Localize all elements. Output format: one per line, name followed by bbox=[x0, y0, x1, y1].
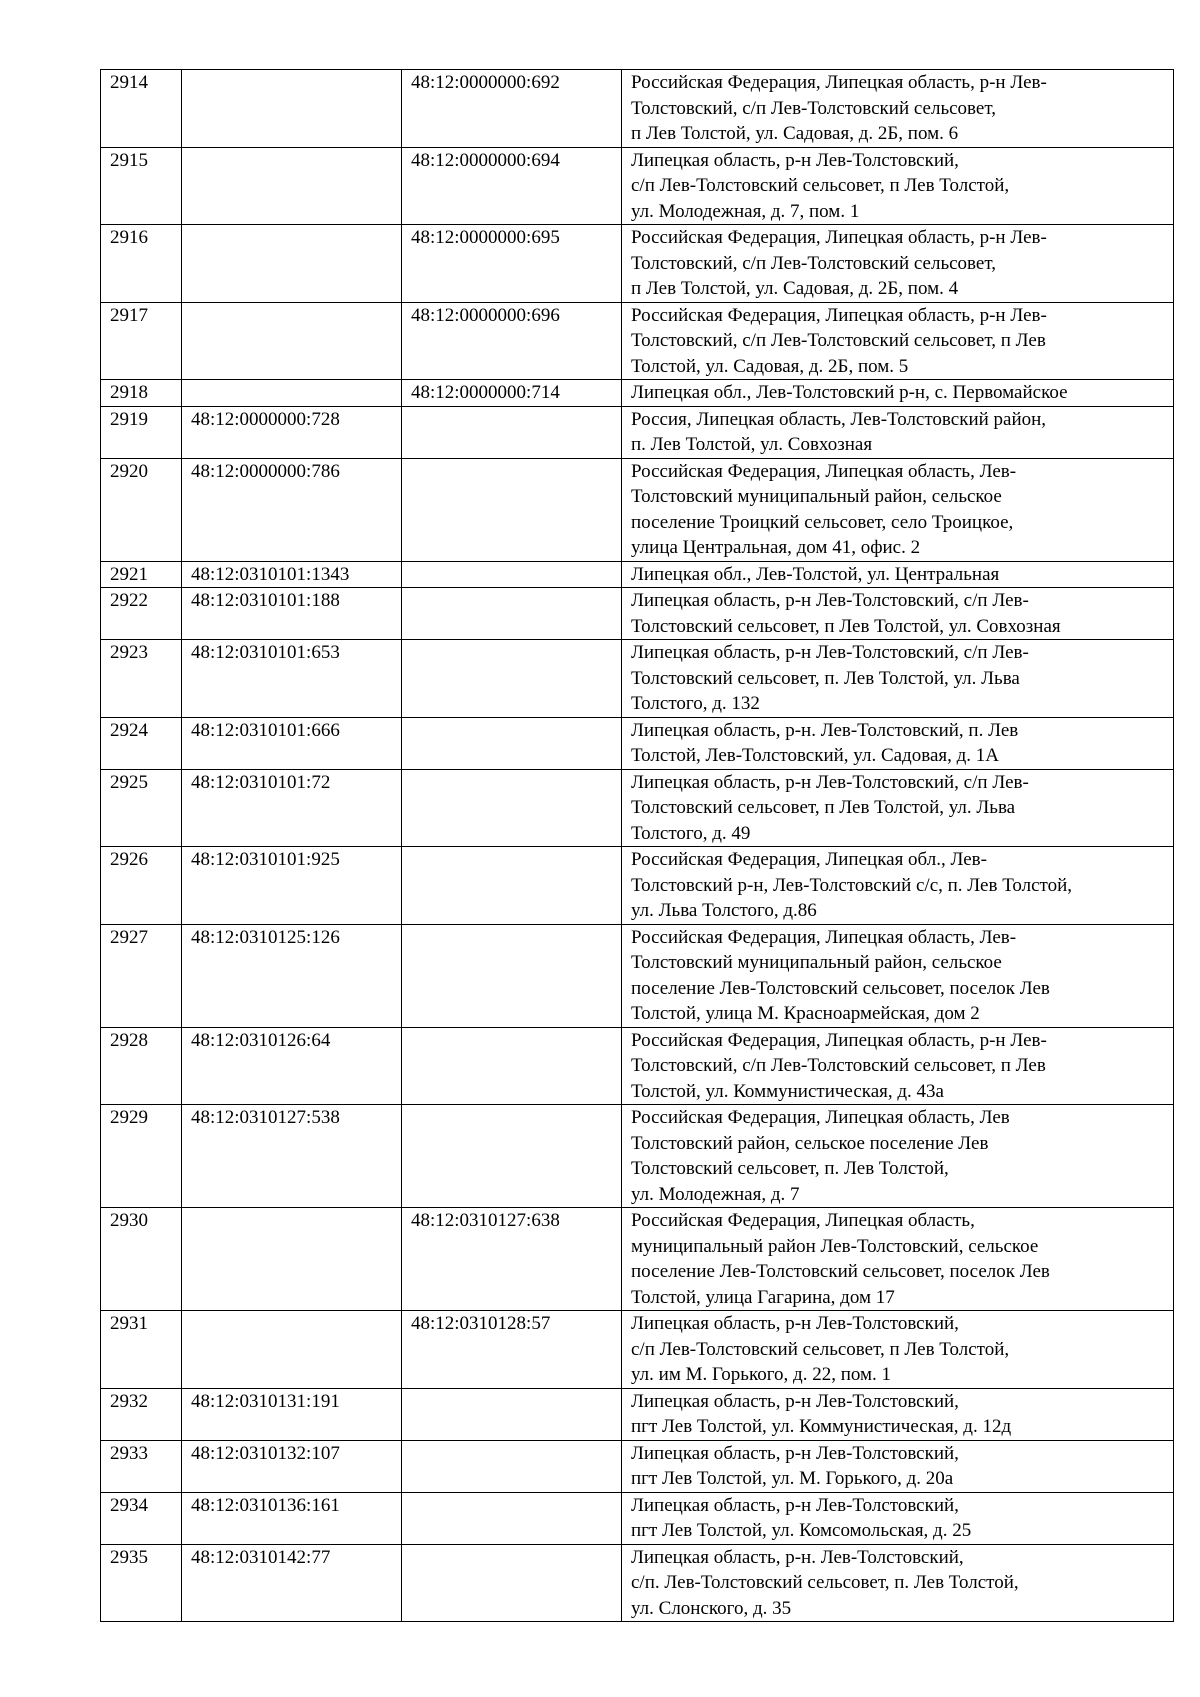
cadastral-number-building bbox=[402, 924, 622, 1027]
cadastral-number-land: 48:12:0310127:538 bbox=[182, 1105, 402, 1208]
table-row bbox=[101, 1208, 1174, 1311]
address: Российская Федерация, Липецкая область, муниципальный район Лев-Толстовский, сельское поселение Лев-Толстовский сельсовет, поселок Лев Толстой, улица Гагарина, дом 17 bbox=[622, 1208, 1174, 1311]
cadastral-number-land bbox=[182, 225, 402, 303]
cadastral-number-land: 48:12:0310125:126 bbox=[182, 924, 402, 1027]
table-row bbox=[101, 588, 1174, 640]
cadastral-number-building bbox=[402, 588, 622, 640]
cadastral-number-building bbox=[402, 717, 622, 769]
row-number: 2930 bbox=[101, 1208, 182, 1311]
row-number: 2928 bbox=[101, 1027, 182, 1105]
address: Российская Федерация, Липецкая область, Лев- Толстовский муниципальный район, сельское поселение Троицкий сельсовет, село Троицкое, улица Центральная, дом 41, офис. 2 bbox=[622, 458, 1174, 561]
cadastral-number-land: 48:12:0310101:1343 bbox=[182, 561, 402, 588]
address: Липецкая область, р-н. Лев-Толстовский, п. Лев Толстой, Лев-Толстовский, ул. Садовая, д. 1А bbox=[622, 717, 1174, 769]
table-row bbox=[101, 225, 1174, 303]
cadastral-number-land: 48:12:0000000:786 bbox=[182, 458, 402, 561]
address: Российская Федерация, Липецкая обл., Лев- Толстовский р-н, Лев-Толстовский с/с, п. Лев Толстой, ул. Льва Толстого, д.86 bbox=[622, 847, 1174, 925]
cadastral-number-land: 48:12:0310101:666 bbox=[182, 717, 402, 769]
table-row bbox=[101, 1544, 1174, 1622]
address: Липецкая область, р-н Лев-Толстовский, с/п Лев- Толстовский сельсовет, п Лев Толстой, ул. Совхозная bbox=[622, 588, 1174, 640]
cadastral-number-land: 48:12:0000000:728 bbox=[182, 406, 402, 458]
table-row bbox=[101, 1440, 1174, 1492]
row-number: 2932 bbox=[101, 1388, 182, 1440]
address: Российская Федерация, Липецкая область, Лев- Толстовский муниципальный район, сельское поселение Лев-Толстовский сельсовет, поселок Лев Толстой, улица М. Красноармейская, дом 2 bbox=[622, 924, 1174, 1027]
cadastral-number-land bbox=[182, 1208, 402, 1311]
cadastral-number-building bbox=[402, 847, 622, 925]
address: Липецкая обл., Лев-Толстовский р-н, с. Первомайское bbox=[622, 380, 1174, 407]
row-number: 2933 bbox=[101, 1440, 182, 1492]
cadastral-number-building bbox=[402, 640, 622, 718]
cadastral-number-building: 48:12:0000000:695 bbox=[402, 225, 622, 303]
row-number: 2920 bbox=[101, 458, 182, 561]
table-row bbox=[101, 1105, 1174, 1208]
table-row bbox=[101, 70, 1174, 148]
address: Российская Федерация, Липецкая область, р-н Лев- Толстовский, с/п Лев-Толстовский сельсовет, п Лев Толстой, ул. Садовая, д. 2Б, пом. 6 bbox=[622, 70, 1174, 148]
address: Российская Федерация, Липецкая область, р-н Лев- Толстовский, с/п Лев-Толстовский сельсовет, п Лев Толстой, ул. Коммунистическая, д. 43а bbox=[622, 1027, 1174, 1105]
table-row bbox=[101, 769, 1174, 847]
row-number: 2921 bbox=[101, 561, 182, 588]
cadastral-number-land: 48:12:0310126:64 bbox=[182, 1027, 402, 1105]
cadastral-number-building bbox=[402, 1105, 622, 1208]
cadastral-number-land bbox=[182, 1311, 402, 1389]
row-number: 2927 bbox=[101, 924, 182, 1027]
table-row bbox=[101, 1311, 1174, 1389]
row-number: 2922 bbox=[101, 588, 182, 640]
cadastral-number-building bbox=[402, 561, 622, 588]
table-row bbox=[101, 1027, 1174, 1105]
table-row bbox=[101, 302, 1174, 380]
cadastral-number-building bbox=[402, 406, 622, 458]
registry-table-body bbox=[101, 70, 1174, 1622]
row-number: 2915 bbox=[101, 147, 182, 225]
row-number: 2935 bbox=[101, 1544, 182, 1622]
address: Липецкая область, р-н Лев-Толстовский, с/п Лев- Толстовский сельсовет, п. Лев Толстой, ул. Льва Толстого, д. 132 bbox=[622, 640, 1174, 718]
table-row bbox=[101, 847, 1174, 925]
row-number: 2925 bbox=[101, 769, 182, 847]
row-number: 2914 bbox=[101, 70, 182, 148]
address: Липецкая область, р-н Лев-Толстовский, пгт Лев Толстой, ул. Коммунистическая, д. 12д bbox=[622, 1388, 1174, 1440]
address: Липецкая область, р-н Лев-Толстовский, с/п Лев- Толстовский сельсовет, п Лев Толстой, ул. Льва Толстого, д. 49 bbox=[622, 769, 1174, 847]
cadastral-number-land: 48:12:0310101:72 bbox=[182, 769, 402, 847]
table-row bbox=[101, 717, 1174, 769]
cadastral-number-land: 48:12:0310101:925 bbox=[182, 847, 402, 925]
table-row bbox=[101, 458, 1174, 561]
address: Липецкая область, р-н Лев-Толстовский, с/п Лев-Толстовский сельсовет, п Лев Толстой, ул. Молодежная, д. 7, пом. 1 bbox=[622, 147, 1174, 225]
cadastral-number-land bbox=[182, 302, 402, 380]
table-row bbox=[101, 147, 1174, 225]
cadastral-number-land bbox=[182, 147, 402, 225]
row-number: 2917 bbox=[101, 302, 182, 380]
cadastral-number-building bbox=[402, 458, 622, 561]
cadastral-number-land: 48:12:0310132:107 bbox=[182, 1440, 402, 1492]
cadastral-number-building bbox=[402, 1440, 622, 1492]
cadastral-number-land: 48:12:0310101:188 bbox=[182, 588, 402, 640]
cadastral-number-land: 48:12:0310101:653 bbox=[182, 640, 402, 718]
row-number: 2918 bbox=[101, 380, 182, 407]
row-number: 2923 bbox=[101, 640, 182, 718]
cadastral-number-building: 48:12:0000000:714 bbox=[402, 380, 622, 407]
address: Российская Федерация, Липецкая область, р-н Лев- Толстовский, с/п Лев-Толстовский сельсовет, п Лев Толстой, ул. Садовая, д. 2Б, пом. 4 bbox=[622, 225, 1174, 303]
row-number: 2931 bbox=[101, 1311, 182, 1389]
row-number: 2924 bbox=[101, 717, 182, 769]
registry-table bbox=[100, 69, 1174, 1622]
table-row bbox=[101, 380, 1174, 407]
row-number: 2929 bbox=[101, 1105, 182, 1208]
cadastral-number-land: 48:12:0310142:77 bbox=[182, 1544, 402, 1622]
table-row bbox=[101, 561, 1174, 588]
cadastral-number-land: 48:12:0310136:161 bbox=[182, 1492, 402, 1544]
address: Россия, Липецкая область, Лев-Толстовский район, п. Лев Толстой, ул. Совхозная bbox=[622, 406, 1174, 458]
cadastral-number-building: 48:12:0000000:694 bbox=[402, 147, 622, 225]
cadastral-number-building: 48:12:0310127:638 bbox=[402, 1208, 622, 1311]
table-row bbox=[101, 924, 1174, 1027]
cadastral-number-building bbox=[402, 1544, 622, 1622]
cadastral-number-building: 48:12:0000000:696 bbox=[402, 302, 622, 380]
cadastral-number-land bbox=[182, 70, 402, 148]
address: Липецкая обл., Лев-Толстой, ул. Центральная bbox=[622, 561, 1174, 588]
address: Липецкая область, р-н. Лев-Толстовский, с/п. Лев-Толстовский сельсовет, п. Лев Толстой, ул. Слонского, д. 35 bbox=[622, 1544, 1174, 1622]
table-row bbox=[101, 640, 1174, 718]
address: Российская Федерация, Липецкая область, Лев Толстовский район, сельское поселение Лев Толстовский сельсовет, п. Лев Толстой, ул. Молодежная, д. 7 bbox=[622, 1105, 1174, 1208]
address: Липецкая область, р-н Лев-Толстовский, с/п Лев-Толстовский сельсовет, п Лев Толстой, ул. им М. Горького, д. 22, пом. 1 bbox=[622, 1311, 1174, 1389]
address: Липецкая область, р-н Лев-Толстовский, пгт Лев Толстой, ул. Комсомольская, д. 25 bbox=[622, 1492, 1174, 1544]
row-number: 2916 bbox=[101, 225, 182, 303]
cadastral-number-building bbox=[402, 1492, 622, 1544]
row-number: 2919 bbox=[101, 406, 182, 458]
row-number: 2926 bbox=[101, 847, 182, 925]
cadastral-number-land: 48:12:0310131:191 bbox=[182, 1388, 402, 1440]
cadastral-number-building: 48:12:0000000:692 bbox=[402, 70, 622, 148]
table-row bbox=[101, 406, 1174, 458]
address: Российская Федерация, Липецкая область, р-н Лев- Толстовский, с/п Лев-Толстовский сельсовет, п Лев Толстой, ул. Садовая, д. 2Б, пом. 5 bbox=[622, 302, 1174, 380]
table-row bbox=[101, 1492, 1174, 1544]
row-number: 2934 bbox=[101, 1492, 182, 1544]
cadastral-number-building bbox=[402, 769, 622, 847]
table-row bbox=[101, 1388, 1174, 1440]
cadastral-number-building bbox=[402, 1027, 622, 1105]
address: Липецкая область, р-н Лев-Толстовский, пгт Лев Толстой, ул. М. Горького, д. 20а bbox=[622, 1440, 1174, 1492]
cadastral-number-building bbox=[402, 1388, 622, 1440]
cadastral-number-land bbox=[182, 380, 402, 407]
cadastral-number-building: 48:12:0310128:57 bbox=[402, 1311, 622, 1389]
